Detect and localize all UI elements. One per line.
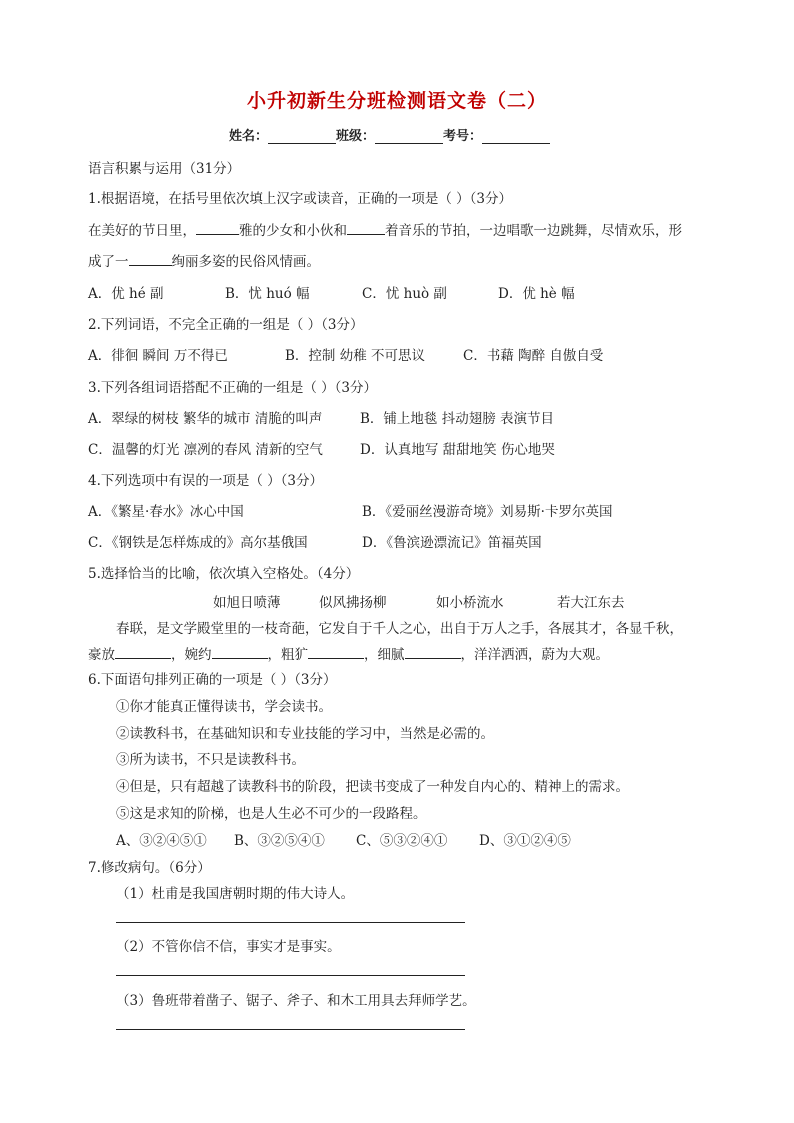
class-label: 班级： xyxy=(336,129,376,144)
q7-answer-line-1[interactable] xyxy=(116,922,465,923)
q3-option-c[interactable]: C．温馨的灯光 凛冽的春风 清新的空气 xyxy=(88,442,323,458)
q5-text: 豪放 xyxy=(88,647,115,663)
q2-option-b[interactable]: B．控制 幼稚 不可思议 xyxy=(285,348,426,364)
q1-passage-line2 xyxy=(88,250,320,270)
q1-text: 雅的少女和小伙和 xyxy=(239,223,347,239)
q7-sentence-2: （2）不管你信不信，事实才是事实。 xyxy=(116,939,341,955)
q4-option-c[interactable]: C．《钢铁是怎样炼成的》高尔基俄国 xyxy=(88,535,308,551)
q1-option-c[interactable]: C．忧 huò 副 xyxy=(362,286,447,302)
q5-text: ，洋洋洒洒，蔚为大观。 xyxy=(460,647,609,663)
q3-option-a[interactable]: A．翠绿的树枝 繁华的城市 清脆的叫声 xyxy=(88,411,323,427)
q4-row1 xyxy=(88,500,612,520)
q6-option-c[interactable]: C、⑤③②④① xyxy=(356,833,448,849)
q4-option-d[interactable]: D．《鲁滨逊漂流记》笛福英国 xyxy=(362,535,542,551)
q2-options xyxy=(88,344,603,364)
q5-choice-4: 若大江东去 xyxy=(557,595,625,611)
q1-options xyxy=(88,282,575,302)
q5-stem: 5.选择恰当的比喻，依次填入空格处。（4分） xyxy=(88,566,360,582)
q7-sentence-1: （1）杜甫是我国唐朝时期的伟大诗人。 xyxy=(116,886,355,902)
q4-option-b[interactable]: B．《爱丽丝漫游奇境》刘易斯·卡罗尔英国 xyxy=(362,504,613,520)
class-blank[interactable] xyxy=(375,129,443,144)
q7-answer-line-2[interactable] xyxy=(116,975,465,976)
q1-text: 着音乐的节拍，一边唱歌一边跳舞，尽情欢乐，形 xyxy=(385,223,682,239)
q6-sentence-3: ③所为读书，不只是读教科书。 xyxy=(116,752,305,768)
q1-blank-3[interactable] xyxy=(129,251,172,266)
q5-blank-2[interactable] xyxy=(212,644,268,659)
q5-text: ，婉约 xyxy=(171,647,212,663)
q1-passage-line1 xyxy=(88,219,682,239)
q1-text: 成了一 xyxy=(88,254,129,270)
number-label: 考号： xyxy=(443,129,483,144)
q2-stem: 2.下列词语，不完全正确的一组是（ ）（3分） xyxy=(88,317,364,333)
q5-text: ，细腻 xyxy=(364,647,405,663)
q3-stem: 3.下列各组词语搭配不正确的一组是（ ）（3分） xyxy=(88,380,378,396)
name-label: 姓名： xyxy=(229,129,269,144)
section-heading: 语言积累与运用（31分） xyxy=(88,161,241,177)
q3-row1 xyxy=(88,407,554,427)
q6-sentence-4: ④但是，只有超越了读教科书的阶段，把读书变成了一种发自内心的、精神上的需求。 xyxy=(116,779,629,795)
student-info-row xyxy=(229,125,550,144)
q2-option-a[interactable]: A．徘徊 瞬间 万不得已 xyxy=(88,348,228,364)
exam-title: 小升初新生分班检测语文卷（二） xyxy=(246,90,547,112)
q1-blank-1[interactable] xyxy=(196,220,239,235)
q3-option-d[interactable]: D．认真地写 甜甜地笑 伤心地哭 xyxy=(360,442,555,458)
q1-option-d[interactable]: D．优 hè 幅 xyxy=(498,286,575,302)
q5-blank-1[interactable] xyxy=(115,644,171,659)
q3-option-b[interactable]: B．铺上地毯 抖动翅膀 表演节目 xyxy=(360,411,555,427)
q1-option-b[interactable]: B．忧 huó 幅 xyxy=(225,286,310,302)
q6-options xyxy=(116,829,571,849)
q1-stem: 1.根据语境，在括号里依次填上汉字或读音，正确的一项是（ ）（3分） xyxy=(88,191,513,207)
q6-sentence-1: ①你才能真正懂得读书，学会读书。 xyxy=(116,699,332,715)
q1-option-a[interactable]: A．优 hé 副 xyxy=(88,286,164,302)
q5-choice-3: 如小桥流水 xyxy=(436,595,504,611)
q5-choice-1: 如旭日喷薄 xyxy=(213,595,281,611)
q6-option-b[interactable]: B、③②⑤④① xyxy=(234,833,325,849)
q5-passage-line2 xyxy=(88,643,609,663)
q6-option-a[interactable]: A、③②④⑤① xyxy=(116,833,207,849)
q3-row2 xyxy=(88,438,555,458)
q1-blank-2[interactable] xyxy=(347,220,385,235)
q6-stem: 6.下面语句排列正确的一项是（ ）（3分） xyxy=(88,672,337,688)
q1-text: 绚丽多姿的民俗风情画。 xyxy=(171,254,320,270)
q5-text: ，粗犷 xyxy=(267,647,308,663)
q6-sentence-5: ⑤这是求知的阶梯，也是人生必不可少的一段路程。 xyxy=(116,806,427,822)
q6-sentence-2: ②读教科书，在基础知识和专业技能的学习中，当然是必需的。 xyxy=(116,726,494,742)
q4-row2 xyxy=(88,531,542,551)
q2-option-c[interactable]: C．书藉 陶醉 自傲自受 xyxy=(463,348,604,364)
q6-option-d[interactable]: D、③①②④⑤ xyxy=(479,833,571,849)
q5-blank-3[interactable] xyxy=(308,644,364,659)
q4-option-a[interactable]: A．《繁星·春水》冰心中国 xyxy=(88,504,244,520)
number-blank[interactable] xyxy=(482,129,550,144)
q4-stem: 4.下列选项中有误的一项是（ ）（3分） xyxy=(88,473,324,489)
q7-stem: 7.修改病句。（6分） xyxy=(88,860,211,876)
q5-blank-4[interactable] xyxy=(405,644,461,659)
q5-choices xyxy=(213,591,625,611)
name-blank[interactable] xyxy=(268,129,336,144)
q1-text: 在美好的节日里， xyxy=(88,223,196,239)
q7-sentence-3: （3）鲁班带着凿子、锯子、斧子、和木工用具去拜师学艺。 xyxy=(116,993,476,1009)
q5-passage-line1: 春联，是文学殿堂里的一枝奇葩，它发自于千人之心，出自于万人之手，各展其才，各显千秋， xyxy=(116,621,683,637)
q5-choice-2: 似风拂扬柳 xyxy=(319,595,387,611)
q7-answer-line-3[interactable] xyxy=(116,1029,465,1030)
